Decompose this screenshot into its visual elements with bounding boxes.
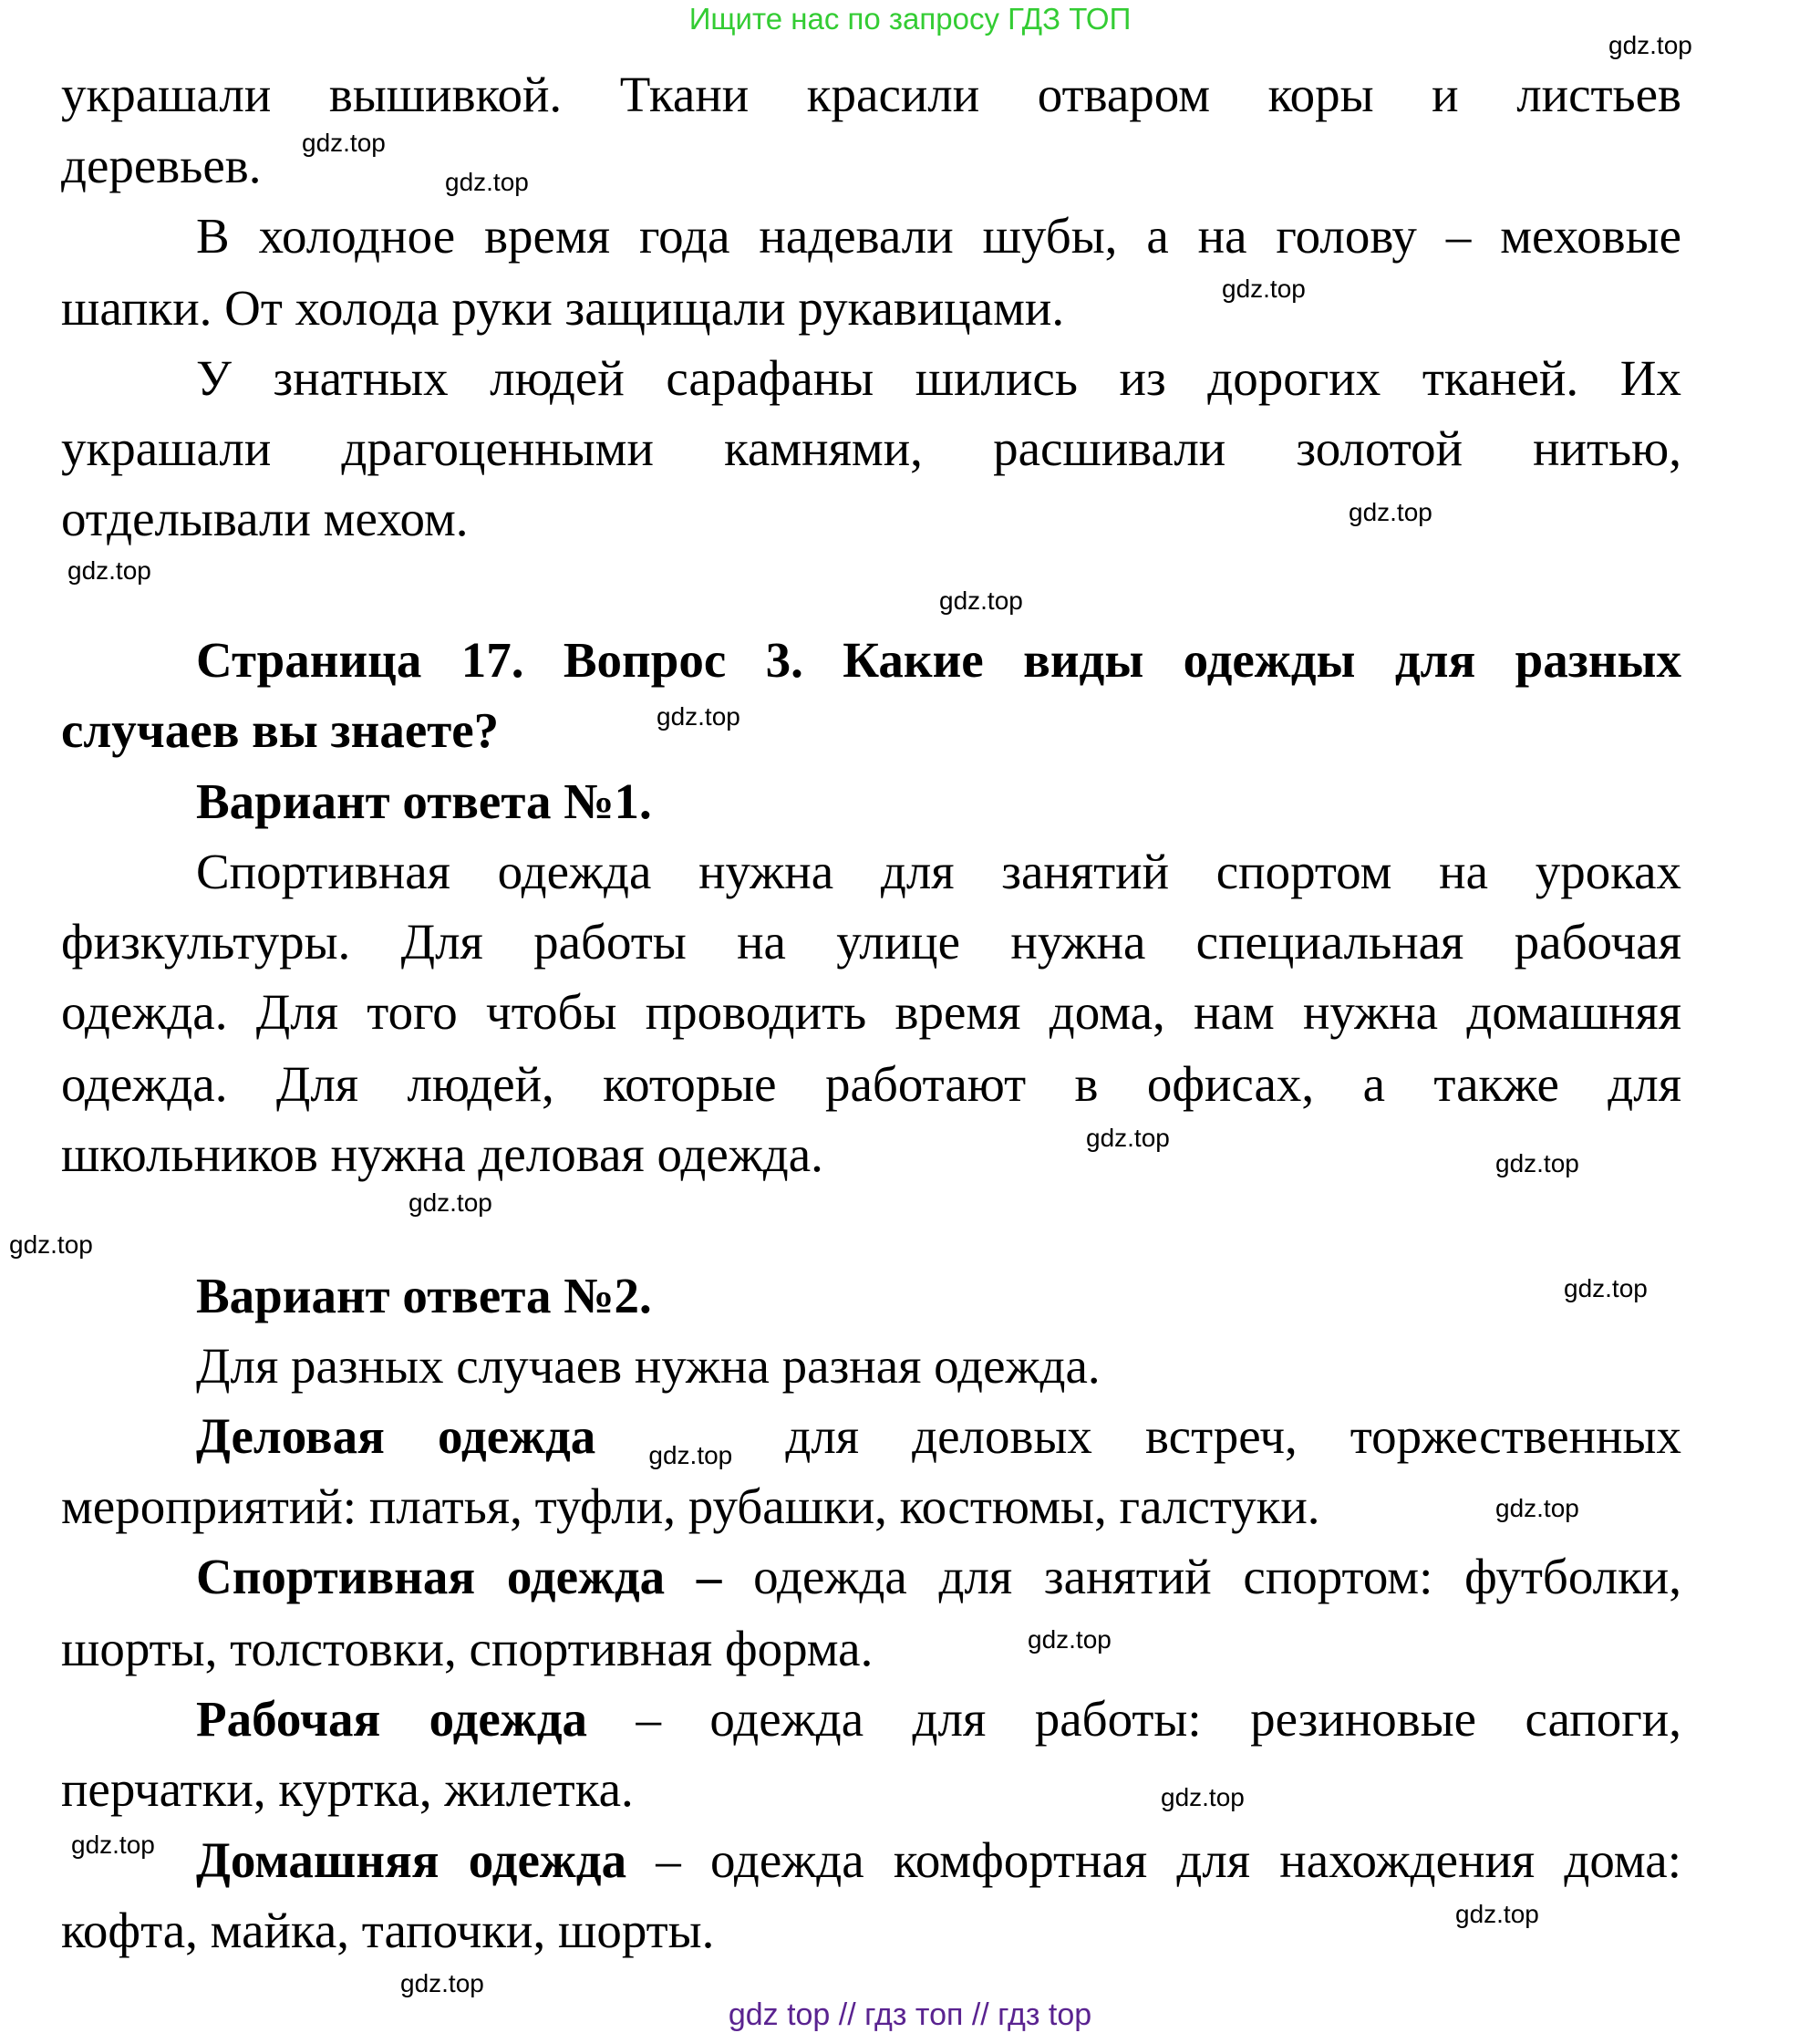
text-segment: физкультуры. Для работы на улице нужна специальная рабочая — [61, 914, 1681, 970]
text-line — [196, 1825, 1681, 1895]
text-line — [61, 977, 1681, 1047]
text-line — [196, 766, 1681, 836]
text-line — [61, 1049, 1681, 1119]
text-segment: для деловых встреч, торжественных — [732, 1408, 1682, 1464]
watermark: gdz.top — [445, 168, 529, 196]
text-line — [196, 1331, 1681, 1401]
text-line — [61, 1754, 1681, 1824]
text-segment: отделывали мехом. — [61, 491, 469, 546]
text-segment: перчатки, куртка, жилетка. — [61, 1761, 634, 1817]
bold-text: случаев вы знаете? — [61, 702, 500, 758]
text-segment: шорты, толстовки, спортивная форма. — [61, 1621, 874, 1676]
text-line — [196, 1401, 1681, 1471]
text-line — [61, 59, 1681, 130]
bold-text: Вариант ответа №2. — [196, 1268, 652, 1323]
watermark: gdz.top — [71, 1831, 155, 1859]
text-segment: школьников нужна деловая одежда. — [61, 1126, 823, 1182]
watermark: gdz.top — [1222, 275, 1306, 303]
watermark: gdz.top — [67, 556, 151, 585]
watermark: gdz.top — [408, 1188, 492, 1217]
watermark: gdz.top — [1028, 1625, 1112, 1654]
text-segment: одежда. Для того чтобы проводить время дома, нам нужна домашняя — [61, 984, 1681, 1040]
text-segment: – одежда для работы: резиновые сапоги, — [587, 1691, 1681, 1747]
text-line — [196, 201, 1681, 271]
text-line — [196, 343, 1681, 413]
text-segment: деревьев. — [61, 138, 262, 193]
text-segment: Для разных случаев нужна разная одежда. — [196, 1338, 1101, 1394]
text-segment: кофта, майка, тапочки, шорты. — [61, 1903, 715, 1958]
watermark: gdz.top — [1495, 1494, 1579, 1522]
text-line — [196, 836, 1681, 907]
text-line — [61, 413, 1681, 483]
text-line — [61, 483, 1681, 554]
text-line — [61, 907, 1681, 977]
watermark: gdz.top — [1564, 1274, 1648, 1302]
text-line — [61, 1613, 1681, 1684]
text-line — [196, 1541, 1681, 1612]
bold-text: Страница 17. Вопрос 3. Какие виды одежды для разных — [196, 632, 1681, 688]
search-hint-banner: Ищите нас по запросу ГДЗ ТОП — [688, 2, 1132, 36]
text-segment: одежда. Для людей, которые работают в офисах, а также для — [61, 1056, 1681, 1112]
watermark: gdz.top — [1161, 1783, 1245, 1811]
bold-text: Рабочая одежда — [196, 1691, 588, 1747]
text-line — [61, 1119, 1681, 1189]
watermark: gdz.top — [9, 1230, 93, 1259]
bold-text: Вариант ответа №1. — [196, 773, 652, 829]
watermark: gdz.top — [1086, 1124, 1170, 1152]
watermark: gdz.top — [302, 129, 386, 157]
text-line — [61, 1471, 1681, 1541]
text-line — [196, 625, 1681, 695]
text-segment: одежда для занятий спортом: футболки, — [721, 1549, 1681, 1604]
watermark: gdz.top — [1495, 1149, 1579, 1177]
text-line — [196, 1684, 1681, 1754]
text-line — [61, 273, 1681, 343]
text-segment: шапки. От холода руки защищали рукавицами. — [61, 280, 1065, 336]
text-line — [196, 1260, 1681, 1331]
footer-links[interactable]: gdz top // гдз топ // гдз top — [728, 1997, 1092, 2032]
text-segment: У знатных людей сарафаны шились из дорогих тканей. Их — [196, 350, 1681, 406]
text-segment: украшали вышивкой. Ткани красили отваром коры и листьев — [61, 67, 1681, 122]
text-segment: – одежда комфортная для нахождения дома: — [626, 1832, 1681, 1888]
bold-text: Домашняя одежда — [196, 1832, 627, 1888]
text-segment: В холодное время года надевали шубы, а на голову – меховые — [196, 208, 1681, 264]
watermark: gdz.top — [1608, 31, 1692, 59]
text-line — [61, 1895, 1681, 1966]
watermark: gdz.top — [939, 586, 1023, 615]
text-line — [61, 695, 1681, 765]
text-segment: украшали драгоценными камнями, расшивали золотой нитью, — [61, 420, 1681, 476]
watermark: gdz.top — [400, 1969, 484, 1997]
watermark: gdz.top — [657, 702, 740, 731]
bold-text: Деловая одежда — [196, 1408, 596, 1464]
text-segment: Спортивная одежда нужна для занятий спортом на уроках — [196, 844, 1681, 899]
bold-text: Спортивная одежда – — [196, 1549, 722, 1604]
watermark: gdz.top — [648, 1441, 733, 1469]
watermark: gdz.top — [1455, 1900, 1539, 1928]
text-segment: мероприятий: платья, туфли, рубашки, костюмы, галстуки. — [61, 1478, 1320, 1534]
watermark: gdz.top — [1349, 498, 1432, 526]
